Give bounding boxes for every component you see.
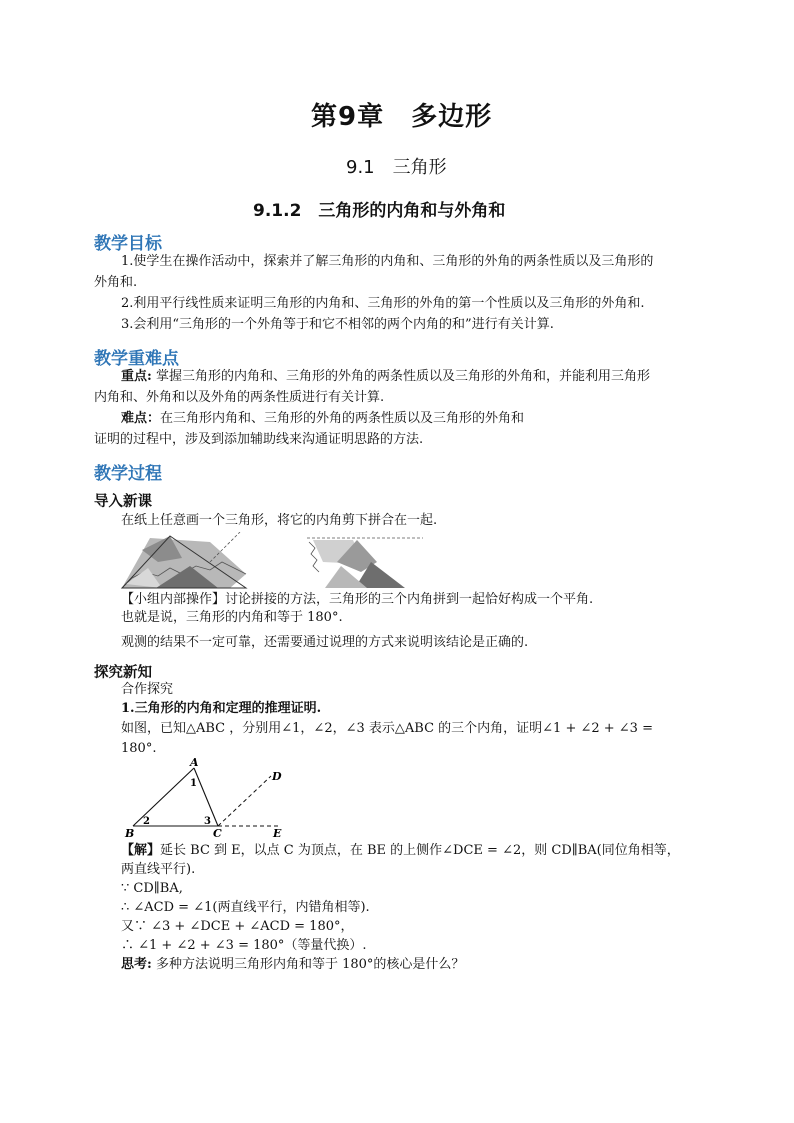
think-text: 多种方法说明三角形内角和等于 180°的核心是什么？ <box>151 957 465 972</box>
group-operation-label: 【小组内部操作】 <box>121 592 226 607</box>
point-b-label: B <box>125 827 135 840</box>
process-heading: 教学过程 <box>94 464 162 484</box>
goal-item-1b: 外角和. <box>94 275 138 290</box>
section-title: 9.1 三角形 <box>346 157 447 178</box>
example-line-1: 如图，已知△ABC ，分别用∠1，∠2，∠3 表示△ABC 的三个内角，证明∠1 + ∠2 + ∠3 = <box>121 721 653 736</box>
point-d-label: D <box>272 770 282 783</box>
group-operation-text: 讨论拼接的方法，三角形的三个内角拼到一起恰好构成一个平角. <box>225 592 594 607</box>
goal-item-1a: 1.使学生在操作活动中，探索并了解三角形的内角和、三角形的外角的两条性质以及三角形的 <box>121 254 654 269</box>
proof-step-4: ∴ ∠1 + ∠2 + ∠3 = 180°（等量代换）. <box>121 938 367 953</box>
cooperation-label: 合作探究 <box>121 682 174 697</box>
solution-text-1: 延长 BC 到 E，以点 C 为顶点，在 BE 的上侧作∠DCE = ∠2，则 CD∥BA(同位角相等， <box>160 843 680 858</box>
point-a-label: A <box>190 758 199 769</box>
observe-line: 观测的结果不一定可靠，还需要通过说理的方式来说明该结论是正确的. <box>121 635 529 650</box>
key-point-label: 重点: <box>121 369 152 384</box>
key-point-line-a <box>121 367 650 387</box>
solution-line-2: 两直线平行). <box>121 862 196 877</box>
angle-2-label: 2 <box>143 816 150 827</box>
chapter-title: 第9章 多边形 <box>311 102 493 132</box>
difficulty-label: 难点： <box>121 411 161 426</box>
intro-line: 在纸上任意画一个三角形，将它的内角剪下拼合在一起. <box>121 513 438 528</box>
difficulty-line-a <box>121 409 524 429</box>
key-point-text-a: 掌握三角形的内角和、三角形的外角的两条性质以及三角形的外角和，并能利用三角形 <box>151 369 650 384</box>
group-operation-line <box>121 590 593 610</box>
difficulty-text-a: 在三角形内角和、三角形的外角的两条性质以及三角形的外角和 <box>160 411 525 426</box>
assembled-angles-figure <box>305 532 425 592</box>
proof-step-1: ∵ CD∥BA, <box>121 881 183 896</box>
difficulty-text-b: 证明的过程中，涉及到添加辅助线来沟通证明思路的方法. <box>94 432 424 447</box>
ray-cd <box>218 776 271 826</box>
angle-3-label: 3 <box>204 816 211 827</box>
think-line <box>121 955 464 975</box>
goal-item-3: 3.会利用“三角形的一个外角等于和它不相邻的两个内角的和”进行有关计算. <box>121 317 554 332</box>
goals-heading: 教学目标 <box>94 234 162 254</box>
think-label: 思考: <box>121 957 152 972</box>
solution-line-1 <box>121 841 680 861</box>
key-point-text-b: 内角和、外角和以及外角的两条性质进行有关计算. <box>94 390 385 405</box>
point-c-label: C <box>213 827 222 840</box>
also-line: 也就是说，三角形的内角和等于 180°. <box>121 610 343 625</box>
point-e-label: E <box>273 827 282 840</box>
solution-label: 【解】 <box>121 843 161 858</box>
key-points-heading: 教学重难点 <box>94 349 179 369</box>
proof-step-2: ∴ ∠ACD = ∠1(两直线平行，内错角相等). <box>121 900 370 915</box>
explore-heading: 探究新知 <box>94 665 152 681</box>
goal-item-2: 2.利用平行线性质来证明三角形的内角和、三角形的外角的第一个性质以及三角形的外角和. <box>121 296 645 311</box>
triangle-proof-figure <box>121 758 291 840</box>
angle-1-label: 1 <box>190 778 197 789</box>
subsection-title: 9.1.2 三角形的内角和与外角和 <box>253 201 506 221</box>
example-line-2: 180°. <box>121 741 157 756</box>
theorem-heading: 1.三角形的内角和定理的推理证明. <box>121 701 322 716</box>
proof-step-3: 又∵ ∠3 + ∠DCE + ∠ACD = 180°， <box>121 919 354 934</box>
paper-triangle-figure <box>118 532 253 592</box>
intro-heading: 导入新课 <box>94 494 152 510</box>
